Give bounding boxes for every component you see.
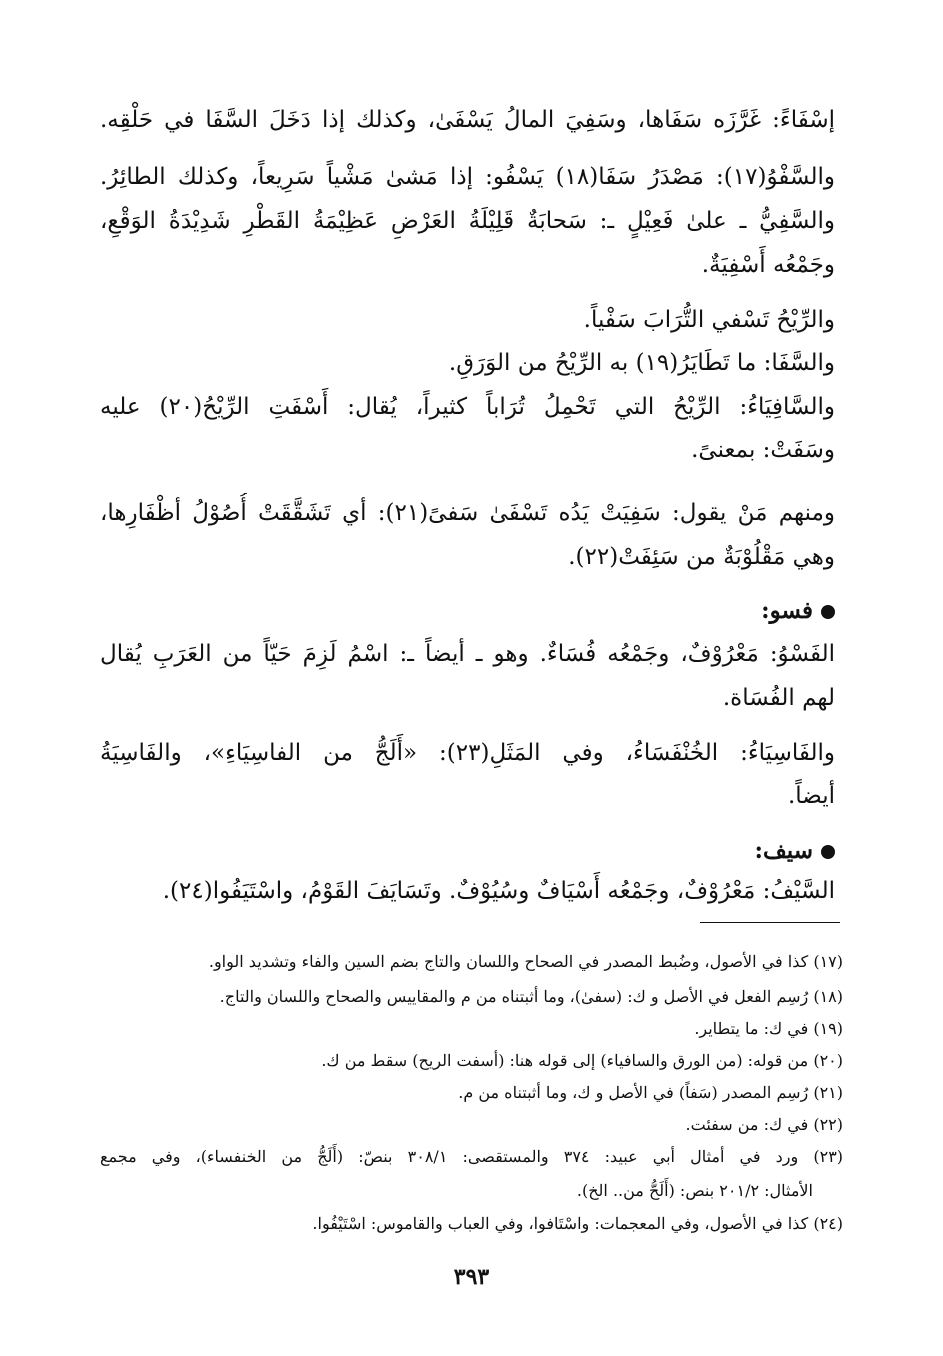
bullet-icon xyxy=(821,605,835,619)
footnote: (١٨) رُسِم الفعل في الأصل و ك: (سفىٰ)، وما أثبتناه من م والمقاييس والصحاح واللسان والتاج. xyxy=(219,987,843,1006)
text-line: والرِّيْحُ تَسْفي التُّرَابَ سَفْياً. xyxy=(583,307,835,333)
entry-heading-fsw xyxy=(100,591,835,631)
footnote: (٢١) رُسِم المصدر (سَفاً) في الأصل و ك، وما أثبتناه من م. xyxy=(458,1083,843,1102)
heading-label: سيف: xyxy=(754,837,813,864)
text-line: والفَاسِيَاءُ: الخُنْفَسَاءُ، وفي المَثَلِ(٢٣): «أَلَجُّ من الفاسِيَاءِ»، والفَاسِيَةُ xyxy=(100,740,835,766)
text-line: وجَمْعُه أَسْفِيَةٌ. xyxy=(701,252,835,278)
text-line: والسَّافِيَاءُ: الرِّيْحُ التي تَحْمِلُ تُرَاباً كثيراً، يُقال: أَسْفَتِ الرِّيْحُ(٢٠) عليه xyxy=(100,394,835,420)
text-line: السَّيْفُ: مَعْرُوْفٌ، وجَمْعُه أَسْيَافٌ وسُيُوْفٌ. وتَسَايَفَ القَوْمُ، واسْتَيَفُوا(٢٤). xyxy=(162,878,835,904)
page-number: ٣٩٣ xyxy=(453,1264,490,1290)
text-line: وهي مَقْلُوْبَةٌ من سَئِفَتْ(٢٢). xyxy=(568,544,835,570)
text-line: أيضاً. xyxy=(787,783,835,809)
footnote: (٢٣) ورد في أمثال أبي عبيد: ٣٧٤ والمستقصى: ٣٠٨/١ بنصّ: (أَلَجُّ من الخنفساء)، وفي مجمع xyxy=(100,1147,843,1166)
footnote: (١٧) كذا في الأصول، وضُبط المصدر في الصحاح واللسان والتاج بضم السين والفاء وتشديد الواو. xyxy=(208,952,843,971)
text-line: ومنهم مَنْ يقول: سَفِيَتْ يَدُه تَسْفَىٰ سَفىً(٢١): أي تَشَقَّقَتْ أُصُوْلُ أظْفَارِها، xyxy=(100,500,835,526)
bullet-icon xyxy=(821,845,835,859)
footnote: (٢٠) من قوله: (من الورق والسافياء) إلى قوله هنا: (أسفت الريح) سقط من ك. xyxy=(321,1051,843,1070)
text-line: والسَّفِيُّ ـ علىٰ فَعِيْلٍ ـ: سَحابَةٌ قَلِيْلَةُ العَرْضِ عَظِيْمَةُ القَطْرِ شَدِيْدَةُ الوَقْعِ، xyxy=(100,208,835,234)
text-line: لهم الفُسَاة. xyxy=(722,685,835,711)
footnote: (٢٢) في ك: من سفئت. xyxy=(685,1115,843,1134)
text-line: الفَسْوُ: مَعْرُوْفٌ، وجَمْعُه فُسَاءٌ. وهو ـ أيضاً ـ: اسْمُ لَزِمَ حَيّاً من العَرَبِ يُقال xyxy=(100,641,835,667)
text-line: وسَفَتْ: بمعنىً. xyxy=(691,437,835,463)
footnote: (١٩) في ك: ما يتطاير. xyxy=(694,1019,843,1038)
text-line: والسَّفْوُ(١٧): مَصْدَرُ سَفَا(١٨) يَسْفُو: إذا مَشىٰ مَشْياً سَرِيعاً، وكذلك الطائِرُ. xyxy=(100,164,835,190)
heading-label: فسو: xyxy=(761,597,813,624)
footnote-divider xyxy=(700,922,840,923)
text-line: إسْفَاءً: غَرَّزَه سَفَاها، وسَفِيَ المالُ يَسْفَىٰ، وكذلك إذا دَخَلَ السَّفَا في حَلْقِه. xyxy=(100,107,835,133)
text-line: والسَّفَا: ما تَطَايَرُ(١٩) به الرِّيْحُ من الوَرَقِ. xyxy=(448,350,835,376)
entry-heading-syf xyxy=(100,831,835,871)
footnote: (٢٤) كذا في الأصول، وفي المعجمات: واسْتَافوا، وفي العباب والقاموس: اسْتَيْفُوا. xyxy=(312,1214,843,1233)
footnote-continuation: الأمثال: ٢٠١/٢ بنص: (أَلَحُّ من.. الخ). xyxy=(576,1181,813,1200)
